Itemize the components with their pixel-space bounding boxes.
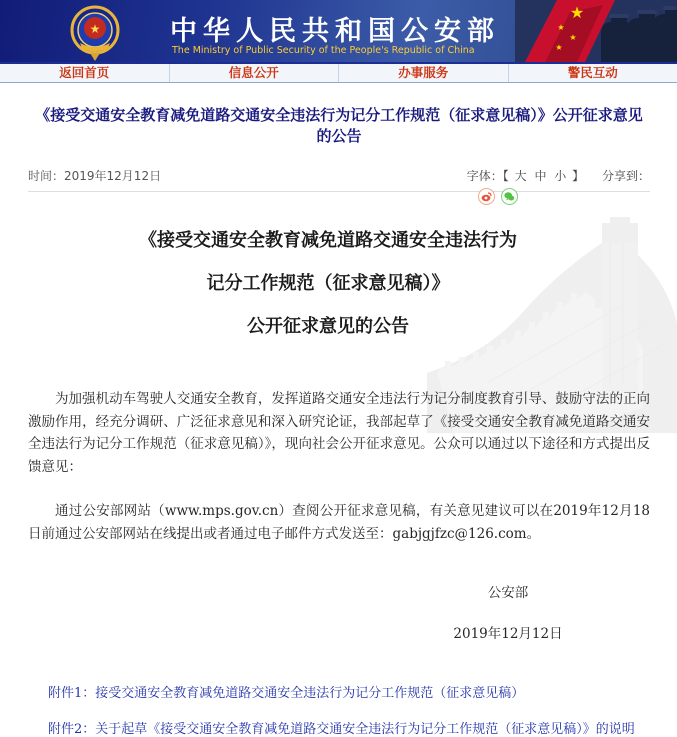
nav-item-info-disclosure[interactable]: 信息公开 — [169, 64, 339, 82]
svg-text:★: ★ — [90, 22, 101, 36]
article-paragraph-2: 通过公安部网站（www.mps.gov.cn）查阅公开征求意见稿，有关意见建议可以在2019年12月18日前通过公安部网站在线提出或者通过电子邮件方式发送至：gabjgjfzc@126.com。 — [28, 500, 650, 545]
weibo-share-icon[interactable] — [478, 188, 495, 205]
font-size-label: 字体： — [467, 169, 503, 183]
site-title: 中华人民共和国公安部 — [170, 9, 500, 48]
page-content — [0, 104, 677, 737]
font-bracket-open: 【 — [503, 169, 509, 183]
meta-controls — [467, 167, 650, 184]
flag-and-officers-photo — [515, 0, 677, 62]
svg-text:★: ★ — [557, 23, 564, 32]
meta-row — [28, 167, 650, 192]
nav-item-services[interactable]: 办事服务 — [338, 64, 508, 82]
font-bracket-close: 】 — [572, 169, 584, 183]
signature-block — [368, 581, 648, 642]
site-header — [0, 0, 677, 62]
svg-text:★: ★ — [569, 33, 576, 42]
font-size-medium-button[interactable]: 中 — [532, 169, 548, 183]
attachment-1-link[interactable]: 接受交通安全教育减免道路交通安全违法行为记分工作规范（征求意见稿） — [95, 686, 524, 701]
main-nav — [0, 62, 677, 83]
article-title-line-2: 记分工作规范（征求意见稿）》 — [28, 262, 628, 305]
svg-text:★: ★ — [570, 3, 584, 22]
attachment-2 — [48, 718, 650, 737]
share-label: 分享到： — [602, 169, 650, 183]
signature-date: 2019年12月12日 — [368, 622, 648, 642]
article-paragraph-1: 为加强机动车驾驶人交通安全教育，发挥道路交通安全违法行为记分制度教育引导、鼓励守法的正向激励作用，经充分调研、广泛征求意见和深入研究论证，我部起草了《接受交通安全教育减免道路交通安全违法行为记分工作规范（征求意见稿）》，现向社会公开征求意见。公众可以通过以下途径和方式提出反馈意见： — [28, 388, 650, 478]
share-icons — [478, 188, 518, 205]
police-badge-icon — [66, 3, 124, 61]
svg-text:★: ★ — [555, 43, 562, 52]
wechat-share-icon[interactable] — [501, 188, 518, 205]
attachments — [28, 682, 650, 737]
attachment-1 — [48, 682, 650, 701]
article — [28, 219, 650, 737]
nav-item-home[interactable]: 返回首页 — [0, 64, 169, 82]
attachment-2-link[interactable]: 关于起草《接受交通安全教育减免道路交通安全违法行为记分工作规范（征求意见稿）》的说明 — [95, 722, 635, 737]
font-size-large-button[interactable]: 大 — [513, 169, 529, 183]
site-subtitle: The Ministry of Public Security of the People's Republic of China — [172, 45, 475, 56]
font-size-small-button[interactable]: 小 — [552, 169, 568, 183]
signature-issuer: 公安部 — [368, 581, 648, 601]
article-title — [28, 219, 628, 348]
attachment-2-label: 附件2： — [48, 722, 95, 737]
article-title-line-1: 《接受交通安全教育减免道路交通安全违法行为 — [28, 219, 628, 262]
article-title-line-3: 公开征求意见的公告 — [28, 305, 628, 348]
nav-item-police-interaction[interactable]: 警民互动 — [508, 64, 677, 82]
attachment-1-label: 附件1： — [48, 686, 95, 701]
publish-time: 时间：2019年12月12日 — [28, 167, 161, 184]
page-headline: 《接受交通安全教育减免道路交通安全违法行为记分工作规范（征求意见稿）》公开征求意见的公告 — [28, 104, 650, 146]
